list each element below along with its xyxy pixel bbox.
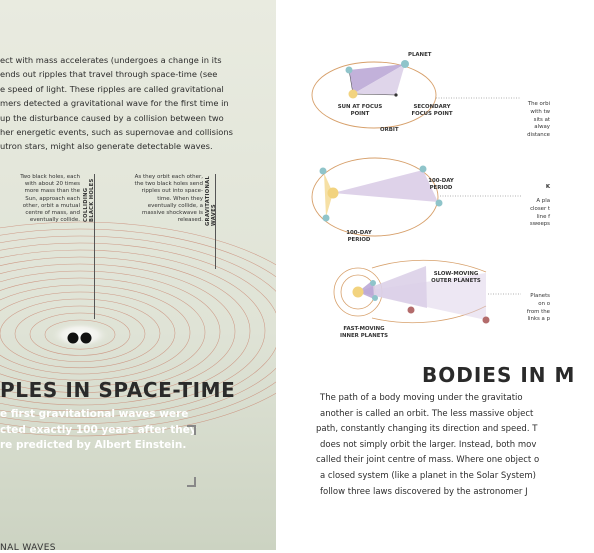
section-footer: NAL WAVES [0, 543, 56, 553]
sun-icon [349, 90, 358, 99]
black-hole-right [81, 333, 92, 344]
note-line: alway [534, 124, 550, 131]
left-page [0, 0, 276, 553]
quote-line: e first gravitational waves were [0, 408, 189, 420]
label-sun-focus: SUN AT FOCUS POINT [337, 104, 383, 117]
body-line: a closed system (like a planet in the Solar System) [320, 470, 536, 481]
outer-planet-marker [408, 307, 415, 314]
note-line: sweeps [529, 221, 550, 228]
body-line: called their joint centre of mass. Where one object o [316, 455, 540, 466]
note-line: closer t [530, 205, 550, 212]
note-line: The orbi [527, 101, 550, 107]
body-line: The path of a body moving under the gravitatio [320, 393, 523, 403]
label-colliding-black-holes: COLLIDING BLACK HOLES [83, 178, 95, 222]
note-line: links a p [527, 316, 550, 323]
note-line: on o [538, 300, 550, 307]
planet-marker [436, 200, 443, 207]
note-line: with tw [530, 108, 550, 115]
quote-line: cted exactly 100 years after they [0, 423, 197, 436]
sun-icon [328, 188, 339, 199]
pull-quote [0, 407, 197, 454]
planet-marker [370, 280, 376, 286]
note-planets [527, 293, 550, 324]
note-line: sits at [533, 116, 550, 123]
note-equal-areas [530, 198, 550, 229]
label-gravitational-waves: GRAVITATIONAL WAVES [205, 175, 217, 226]
label-slow-moving: SLOW-MOVING OUTER PLANETS [431, 271, 481, 284]
quote-bracket [187, 425, 196, 487]
page-title-bodies: BODIES IN M [422, 363, 576, 387]
intro-line: mers detected a gravitational wave for the first time in [0, 98, 229, 109]
orbit-diagrams [276, 0, 550, 340]
label-period-right: 100-DAY PERIOD [428, 178, 454, 191]
annotation-gravitational-waves: As they orbit each other, the two black holes send ripples out into space-time. When they eventually collide, a massive shockwave is released. [134, 174, 203, 224]
label-period-left: 100-DAY PERIOD [346, 230, 372, 243]
intro-line: her energetic events, such as supernovae and collisions [0, 127, 233, 138]
label-secondary-focus: SECONDARY FOCUS POINT [411, 104, 453, 117]
intro-line: e speed of light. These ripples are called gravitational [0, 83, 224, 94]
outer-planet-marker [483, 317, 490, 324]
intro-line: ect with mass accelerates (undergoes a change in its [0, 55, 222, 65]
note-line: A pla [536, 198, 550, 204]
quote-line: re predicted by Albert Einstein. [0, 439, 187, 451]
planet-marker [320, 168, 327, 175]
planet-marker [346, 67, 353, 74]
body-paragraph [276, 391, 550, 500]
planet-marker [401, 60, 409, 68]
sun-icon [353, 287, 364, 298]
intro-line: up the disturbance caused by a collision between two [0, 112, 224, 123]
intro-paragraph [0, 53, 276, 154]
ellipse-orbit-diagram [312, 60, 521, 128]
pointer-line-waves [215, 174, 216, 269]
pointer-line-colliding [94, 174, 95, 319]
note-line: line f [536, 213, 550, 220]
intro-line: ends out ripples that travel through space-time (see [0, 69, 218, 80]
note-line: Planets [530, 293, 550, 299]
annotation-colliding-black-holes: Two black holes, each with about 20 times more mass than the Sun, approach each other, orbit a mutual centre of mass, and eventually collide. [20, 174, 80, 224]
secondary-focus-marker [394, 93, 397, 96]
note-title-k: K [545, 184, 550, 190]
label-fast-moving: FAST-MOVING INNER PLANETS [339, 326, 389, 339]
note-orbit [527, 101, 550, 140]
planet-speeds-diagram [334, 260, 521, 323]
page-title-ripples: PLES IN SPACE-TIME [0, 378, 236, 402]
label-orbit: ORBIT [380, 127, 399, 133]
planet-marker [420, 166, 427, 173]
note-line: distance [527, 132, 550, 139]
intro-line: utron stars, might also generate detectable waves. [0, 141, 213, 152]
black-hole-left [68, 333, 79, 344]
body-line: another is called an orbit. The less massive object [320, 408, 534, 419]
body-line: follow three laws discovered by the astronomer J [320, 486, 528, 497]
note-line: from the [526, 308, 550, 315]
planet-marker [323, 215, 330, 222]
planet-marker [372, 295, 378, 301]
equal-areas-diagram [312, 158, 521, 236]
label-planet: PLANET [408, 52, 432, 58]
body-line: path, constantly changing its direction and speed. T [316, 424, 538, 435]
body-line: does not simply orbit the larger. Instead, both mov [320, 439, 537, 450]
right-page [276, 0, 576, 550]
